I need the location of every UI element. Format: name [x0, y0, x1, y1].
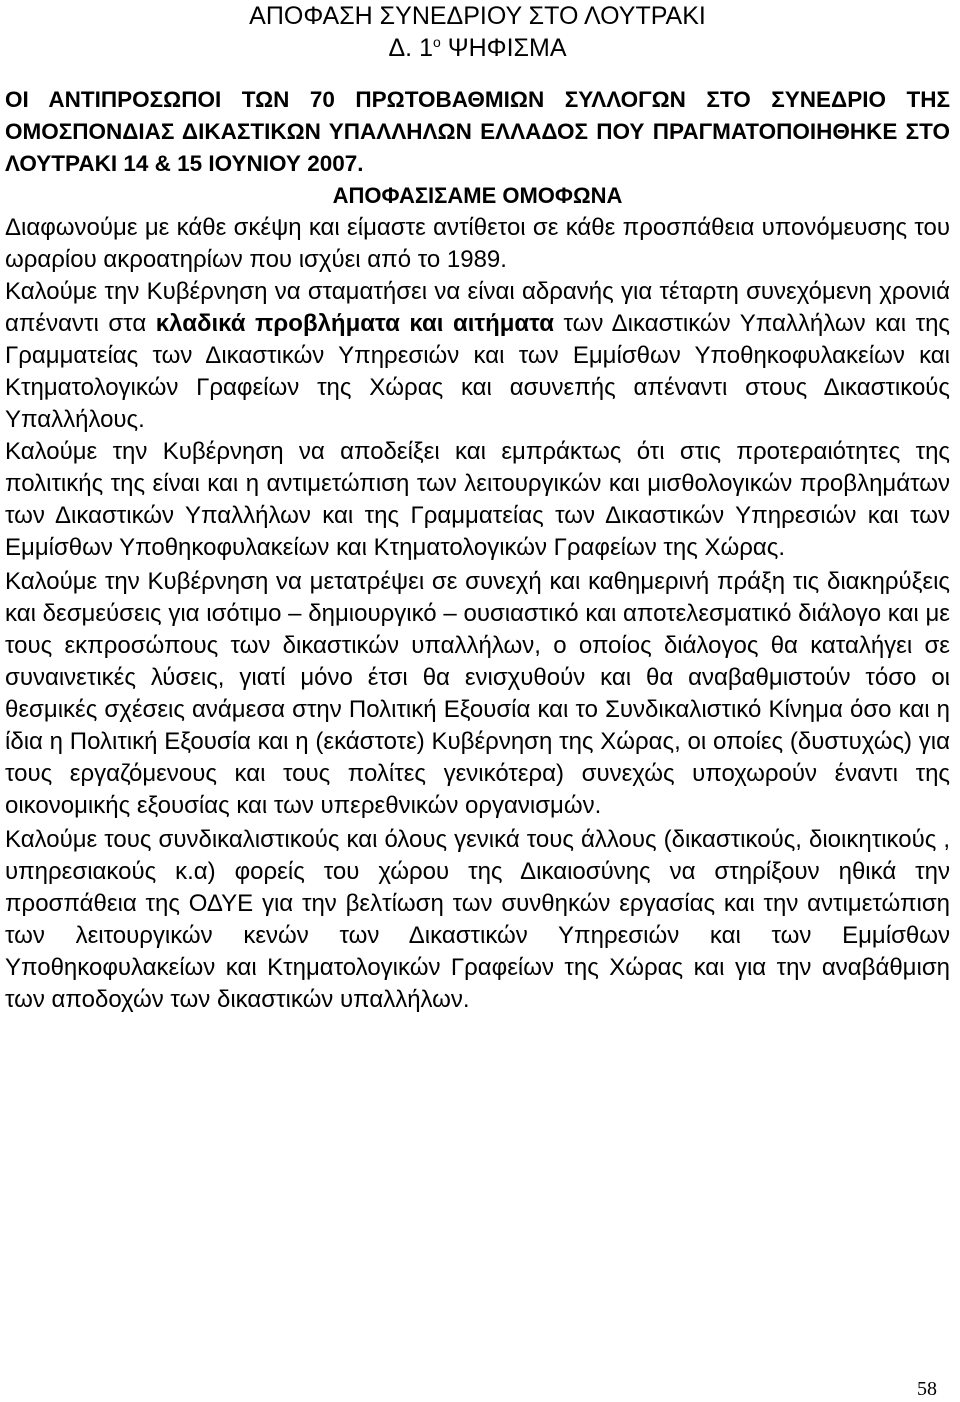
document-title — [5, 0, 950, 64]
title-line-1: ΑΠΟΦΑΣΗ ΣΥΝΕΔΡΙΟΥ ΣΤΟ ΛΟΥΤΡΑΚΙ — [249, 2, 706, 30]
page-number: 58 — [917, 1378, 937, 1400]
document-page — [5, 0, 950, 1016]
paragraph-call-to-unions: Καλούμε τους συνδικαλιστικούς και όλους γενικά τους άλλους (δικαστικούς, διοικητικούς , υπηρεσιακούς κ.α) φορείς του χώρου της Δικαιοσύνης να στηρίξουν ηθικά την προσπάθεια της ΟΔΥΕ για την βελτίωση των συνθηκών εργασίας και την αντιμετώπιση των λειτουργικών κενών των Δικαστικών Υπηρεσιών και των Εμμίσθων Υποθηκοφυλακείων και Κτηματολογικών Γραφείων της Χώρας και για την αναβάθμιση των αποδοχών των δικαστικών υπαλλήλων. — [5, 826, 950, 1013]
title-ordinal-superscript: ο — [432, 34, 441, 50]
title-number: Δ. 1 — [388, 34, 433, 62]
title-line-2 — [388, 34, 566, 62]
representatives-heading: ΟΙ ΑΝΤΙΠΡΟΣΩΠΟΙ ΤΩΝ 70 ΠΡΩΤΟΒΑΘΜΙΩΝ ΣΥΛΛΟΓΩΝ ΣΤΟ ΣΥΝΕΔΡΙΟ ΤΗΣ ΟΜΟΣΠΟΝΔΙΑΣ ΔΙΚΑΣΤΙΚΩΝ ΥΠΑΛΛΗΛΩΝ ΕΛΛΑΔΟΣ ΠΟΥ ΠΡΑΓΜΑΤΟΠΟΙΗΘΗΚΕ ΣΤΟ ΛΟΥΤΡΑΚΙ 14 & 15 ΙΟΥΝΙΟΥ 2007. — [5, 87, 950, 176]
paragraph-government-inaction — [5, 276, 950, 436]
bold-emphasis: κλαδικά προβλήματα και αιτήματα — [155, 310, 554, 337]
paragraph-text: των Δικαστικών Υπαλλήλων και της Γραμματείας των Δικαστικών Υπηρεσιών και των Εμμίσθων Υποθηκοφυλακείων και Κτηματολογικών Γραφείων της Χώρας και ασυνεπής απέναντι στους Δικαστικούς Υπαλλήλους. — [5, 310, 950, 433]
paragraph-court-hours: Διαφωνούμε με κάθε σκέψη και είμαστε αντίθετοι σε κάθε προσπάθεια υπονόμευσης του ωραρίου ακροατηρίων που ισχύει από το 1989. — [5, 214, 950, 273]
title-resolution-label: ΨΗΦΙΣΜΑ — [440, 34, 567, 62]
paragraph-government-priorities: Καλούμε την Κυβέρνηση να αποδείξει και εμπράκτως ότι στις προτεραιότητες της πολιτικής της είναι και η αντιμετώπιση των λειτουργικών και μισθολογικών προβλημάτων των Δικαστικών Υπαλλήλων και της Γραμματείας των Δικαστικών Υπηρεσιών και των Εμμίσθων Υποθηκοφυλακείων και Κτηματολογικών Γραφείων της Χώρας. — [5, 438, 950, 561]
paragraph-text: Καλούμε την Κυβέρνηση να σταματήσει να είναι αδρανής για τέταρτη συνεχόμενη χρονιά απέναντι στα — [5, 278, 950, 337]
paragraph-social-dialogue: Καλούμε την Κυβέρνηση να μετατρέψει σε συνεχή και καθημερινή πράξη τις διακηρύξεις και δεσμεύσεις για ισότιμο – δημιουργικό – ουσιαστικό και αποτελεσματικό διάλογο και με τους εκπροσώπους των δικαστικών υπαλλήλων, ο οποίος διάλογος θα καταλήγει σε συναινετικές λύσεις, γιατί μόνο έτσι θα ενισχυθούν και θα αναβαθμιστούν τόσο οι θεσμικές σχέσεις ανάμεσα στην Πολιτική Εξουσία και το Συνδικαλιστικό Κίνημα όσο και η ίδια η Πολιτική Εξουσία και η (εκάστοτε) Κυβέρνηση της Χώρας, οι οποίες (δυστυχώς) για τους εργαζόμενους και τους πολίτες γενικότερα) συνεχώς υποχωρούν έναντι της οικονομικής εξουσίας και των υπερεθνικών οργανισμών. — [5, 568, 950, 819]
unanimous-decision-heading: ΑΠΟΦΑΣΙΣΑΜΕ ΟΜΟΦΩΝΑ — [332, 183, 623, 208]
